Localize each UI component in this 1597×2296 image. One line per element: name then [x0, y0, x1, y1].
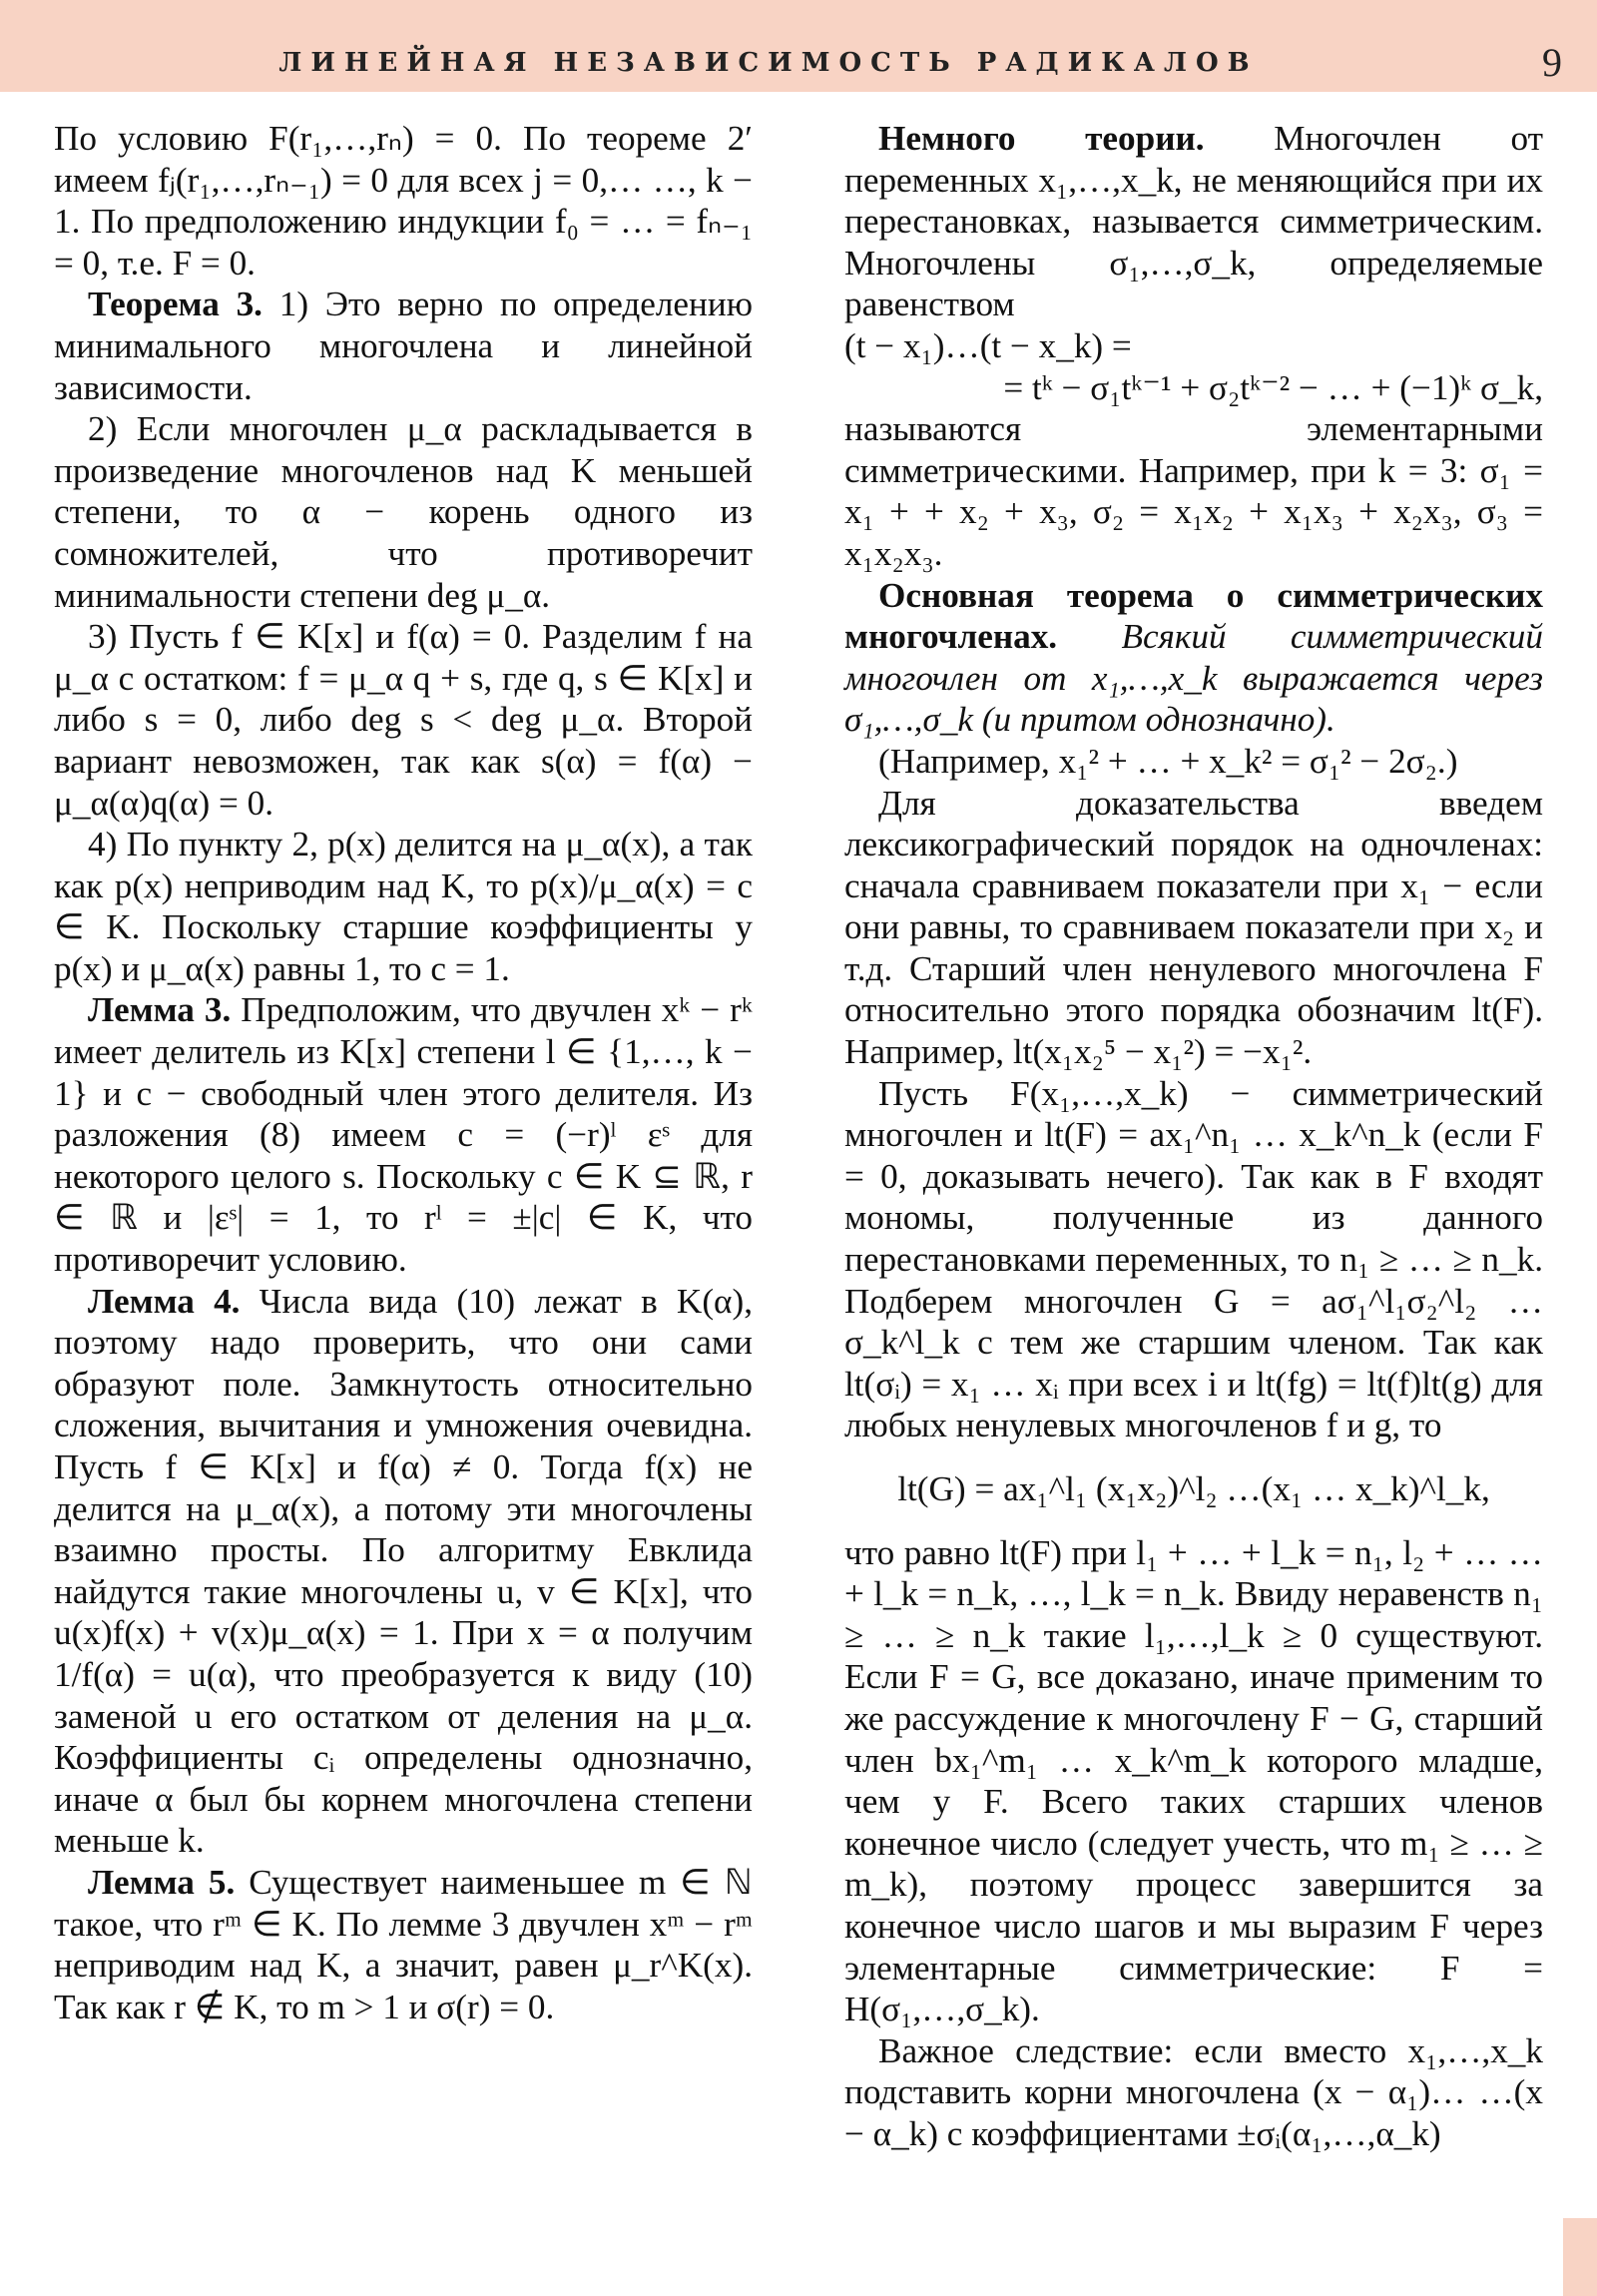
lemma-5-text: Существует наименьшее m ∈ ℕ такое, что rᵐ ∈ K. По лемме 3 двучлен xᵐ − rᵐ неприводим над K, а значит, равен μ_r^K(x). Так как r ∉ K, то m > 1 и σ(r) = 0. — [54, 1862, 753, 2026]
page-header — [0, 0, 1597, 92]
main-theorem-paragraph — [844, 575, 1543, 741]
lemma-4-text: Числа вида (10) лежат в K(α), поэтому надо проверить, что они сами образуют поле. Замкнутость относительно сложения, вычитания и умножения очевидна. Пусть f ∈ K[x] и f(α) ≠ 0. Тогда f(x) не делится на μ_α(x), а потому эти многочлены взаимно просты. По алгоритму Евклида найдутся такие многочлены u, v ∈ K[x], что u(x)f(x) + v(x)μ_α(x) = 1. При x = α получим 1/f(α) = u(α), что преобразуется к виду (10) заменой u его остатком от деления на μ_α. Коэффициенты cᵢ определены однозначно, иначе α был бы корнем многочлена степени меньше k. — [54, 1281, 753, 1861]
lemma-4-paragraph — [54, 1281, 753, 1862]
page-edge-tab — [1563, 2218, 1597, 2296]
page-number: 9 — [1542, 40, 1562, 85]
theorem-3-paragraph — [54, 284, 753, 408]
paragraph-item-3: 3) Пусть f ∈ K[x] и f(α) = 0. Разделим f на μ_α с остатком: f = μ_α q + s, где q, s ∈ K[x] и либо s = 0, либо deg s < deg μ_α. Второй вариант невозможен, так как s(α) = f(α) − μ_α(α)q(α) = 0. — [54, 617, 753, 823]
right-column — [844, 118, 1543, 2155]
lemma-4-label: Лемма 4. — [88, 1281, 241, 1321]
paragraph-lexicographic: Для доказательства введем лексикографический порядок на одночленах: сначала сравниваем показатели при x₁ − если они равны, то сравниваем показатели при x₂ и т.д. Старший член ненулевого многочлена F относительно этого порядка обозначим lt(F). Например, lt(x₁x₂⁵ − x₁²) = −x₁². — [844, 783, 1543, 1072]
formula-lt-g: lt(G) = ax₁^l₁ (x₁x₂)^l₂ …(x₁ … x_k)^l_k, — [897, 1469, 1490, 1508]
main-theorem-label: Основная теорема о симметрических многочленах. — [844, 575, 1543, 657]
formula-product: (t − x₁)…(t − x_k) = — [844, 325, 1132, 365]
formula-expansion: = tᵏ − σ₁tᵏ⁻¹ + σ₂tᵏ⁻² − … + (−1)ᵏ σ_k, — [1003, 367, 1543, 407]
paragraph-corollary: Важное следствие: если вместо x₁,…,x_k подставить корни многочлена (x − α₁)… …(x − α_k) с коэффициентами ±σᵢ(α₁,…,α_k) — [844, 2030, 1543, 2153]
theorem-3-text: 1) Это верно по определению минимального многочлена и линейной зависимости. — [54, 285, 753, 407]
left-column — [54, 118, 753, 2027]
theory-paragraph — [844, 118, 1543, 325]
lemma-3-label: Лемма 3. — [88, 990, 232, 1030]
example-line: (Например, x₁² + … + x_k² = σ₁² − 2σ₂.) — [878, 741, 1458, 781]
paragraph-proof: Пусть F(x₁,…,x_k) − симметрический многочлен и lt(F) = ax₁^n₁ … x_k^n_k (если F = 0, доказывать нечего). Так как в F входят мономы, полученные из данного перестановками переменных, то n₁ ≥ … ≥ n_k. Подберем многочлен G = aσ₁^l₁σ₂^l₂ … σ_k^l_k с тем же старшим членом. Так как lt(σᵢ) = x₁ … xᵢ при всех i и lt(fg) = lt(f)lt(g) для любых ненулевых многочленов f и g, то — [844, 1073, 1543, 1445]
paragraph-conclusion: что равно lt(F) при l₁ + … + l_k = n₁, l₂ + … … + l_k = n_k, …, l_k = n_k. Ввиду неравенств n₁ ≥ … ≥ n_k такие l₁,…,l_k ≥ 0 существуют. Если F = G, все доказано, иначе применим то же рассуждение к многочлену F − G, старший член bx₁^m₁ … x_k^m_k которого младше, чем у F. Всего таких старших членов конечное число (следует учесть, что m₁ ≥ … ≥ m_k), поэтому процесс завершится за конечное число шагов и мы выразим F через элементарные симметрические: F = H(σ₁,…,σ_k). — [844, 1532, 1543, 2029]
lemma-5-paragraph — [54, 1862, 753, 2027]
theorem-3-label: Теорема 3. — [88, 285, 263, 324]
paragraph-elementary: называются элементарными симметрическими. Например, при k = 3: σ₁ = x₁ + + x₂ + x₃, σ₂ = x₁x₂ + x₁x₃ + x₂x₃, σ₃ = x₁x₂x₃. — [844, 409, 1543, 573]
lemma-3-text: Предположим, что двучлен xᵏ − rᵏ имеет делитель из K[x] степени l ∈ {1,…, k − 1} и c − свободный член этого делителя. Из разложения (8) имеем c = (−r)ˡ εˢ для некоторого целого s. Поскольку c ∈ K ⊆ ℝ, r ∈ ℝ и |εˢ| = 1, то rˡ = ±|c| ∈ K, что противоречит условию. — [54, 990, 753, 1280]
theory-text: Многочлен от переменных x₁,…,x_k, не меняющийся при их перестановках, называется симметрическим. Многочлены σ₁,…,σ_k, определяемые равенством — [844, 119, 1543, 324]
lemma-3-paragraph — [54, 989, 753, 1280]
theory-label: Немного теории. — [878, 119, 1205, 158]
paragraph-item-2: 2) Если многочлен μ_α раскладывается в произведение многочленов над K меньшей степени, то α − корень одного из сомножителей, что противоречит минимальности степени deg μ_α. — [54, 409, 753, 615]
running-title: ЛИНЕЙНАЯ НЕЗАВИСИМОСТЬ РАДИКАЛОВ — [278, 48, 1259, 78]
paragraph-item-4: 4) По пункту 2, p(x) делится на μ_α(x), а так как p(x) неприводим над K, то p(x)/μ_α(x) = c ∈ K. Поскольку старшие коэффициенты у p(x) и μ_α(x) равны 1, то c = 1. — [54, 825, 753, 988]
paragraph-induction: По условию F(r₁,…,rₙ) = 0. По теореме 2′ имеем fⱼ(r₁,…,rₙ₋₁) = 0 для всех j = 0,… …, k − 1. По предположению индукции f₀ = … = fₙ₋₁ = 0, т.е. F = 0. — [54, 119, 753, 283]
main-theorem-text: Всякий симметрический многочлен от x₁,…,x_k выражается через σ₁,…,σ_k (и притом однозначно). — [844, 617, 1543, 740]
lemma-5-label: Лемма 5. — [88, 1862, 236, 1902]
